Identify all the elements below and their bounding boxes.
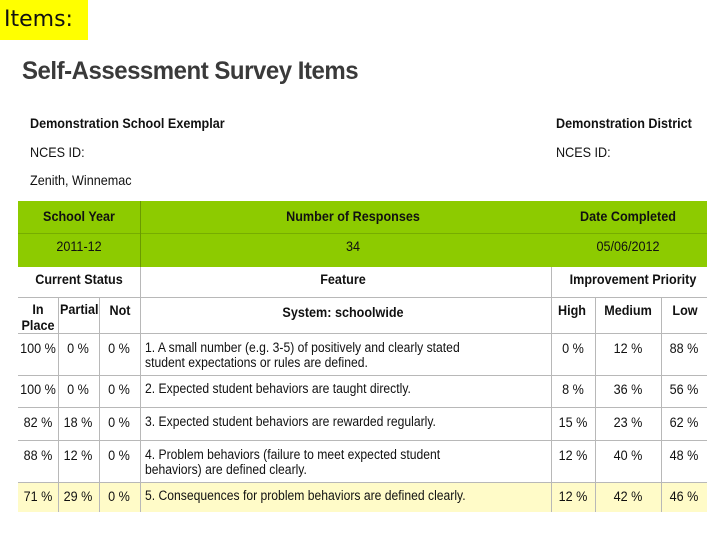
partial-cell: 0 % (67, 381, 89, 397)
partial-cell: 0 % (67, 340, 89, 356)
medium-header: Medium (604, 302, 652, 318)
summary-col-sep (140, 201, 141, 267)
medium-cell: 42 % (613, 488, 643, 504)
low-cell: 62 % (669, 414, 699, 430)
system-header: System: schoolwide (282, 304, 404, 320)
high-cell: 12 % (558, 488, 588, 504)
col-divider (58, 298, 59, 512)
not-cell: 0 % (108, 488, 130, 504)
low-cell: 46 % (669, 488, 699, 504)
feature-header: Feature (320, 271, 366, 287)
not-cell: 0 % (108, 414, 130, 430)
row-divider (18, 375, 707, 376)
responses-value: 34 (345, 238, 361, 254)
current-status-header: Current Status (35, 271, 123, 287)
partial-cell: 12 % (63, 447, 93, 463)
feature-cell: 3. Expected student behaviors are rewarded regularly. (145, 414, 436, 429)
row-divider (18, 482, 707, 483)
nces-id-right: NCES ID: (556, 144, 611, 160)
col-divider (551, 267, 552, 512)
survey-sheet (18, 102, 707, 512)
medium-cell: 12 % (613, 340, 643, 356)
medium-cell: 23 % (613, 414, 643, 430)
responses-header: Number of Responses (286, 208, 420, 224)
feature-cell: 2. Expected student behaviors are taught directly. (145, 381, 411, 396)
col-divider (661, 298, 662, 512)
row-divider (18, 440, 707, 441)
date-completed-header: Date Completed (580, 208, 676, 224)
low-cell: 88 % (669, 340, 699, 356)
high-cell: 12 % (558, 447, 588, 463)
row-divider (18, 333, 707, 334)
medium-cell: 40 % (613, 447, 643, 463)
col-divider (99, 298, 100, 512)
feature-cell: 4. Problem behaviors (failure to meet expected student behaviors) are defined clearly. (145, 447, 441, 477)
low-cell: 48 % (669, 447, 699, 463)
high-header: High (557, 302, 586, 318)
low-cell: 56 % (669, 381, 699, 397)
partial-header: Partial (60, 301, 99, 317)
partial-cell: 29 % (63, 488, 93, 504)
not-cell: 0 % (108, 340, 130, 356)
improvement-priority-header: Improvement Priority (569, 271, 697, 287)
high-cell: 0 % (562, 340, 584, 356)
in-place-cell: 82 % (23, 414, 53, 430)
page-title: Self-Assessment Survey Items (22, 57, 359, 85)
in-place-header: In Place (21, 301, 55, 333)
section-divider (18, 297, 707, 298)
low-header: Low (672, 302, 698, 318)
not-cell: 0 % (108, 447, 130, 463)
school-name: Demonstration School Exemplar (30, 115, 225, 131)
in-place-cell: 71 % (23, 488, 53, 504)
high-cell: 8 % (562, 381, 584, 397)
col-divider (140, 267, 141, 512)
in-place-cell: 100 % (20, 381, 56, 397)
high-cell: 15 % (558, 414, 588, 430)
items-label: Items: (0, 0, 88, 40)
col-divider (595, 298, 596, 512)
not-header: Not (109, 302, 131, 318)
school-location: Zenith, Winnemac (30, 172, 132, 188)
in-place-cell: 88 % (23, 447, 53, 463)
summary-divider (18, 233, 707, 234)
not-cell: 0 % (108, 381, 130, 397)
in-place-cell: 100 % (20, 340, 56, 356)
nces-id-left: NCES ID: (30, 144, 85, 160)
district-name: Demonstration District (556, 115, 692, 131)
row-divider (18, 407, 707, 408)
feature-cell: 5. Consequences for problem behaviors are defined clearly. (145, 488, 466, 503)
medium-cell: 36 % (613, 381, 643, 397)
school-year-value: 2011-12 (56, 238, 102, 254)
feature-cell: 1. A small number (e.g. 3-5) of positively and clearly stated student expectations or rules are defined. (145, 340, 460, 370)
school-year-header: School Year (43, 208, 115, 224)
partial-cell: 18 % (63, 414, 93, 430)
date-completed-value: 05/06/2012 (596, 238, 660, 254)
